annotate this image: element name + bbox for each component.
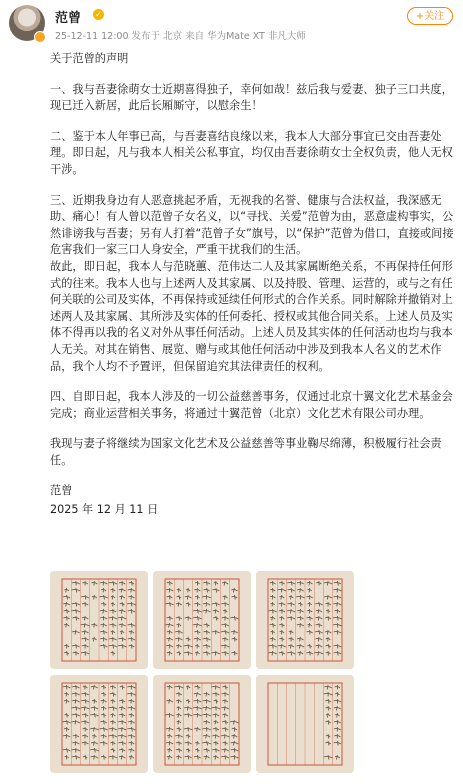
statement-paragraph-1: 一、我与吾妻徐萌女士近期喜得独子，幸何如哉！兹后我与爱妻、独子三口共度，现已迁入新居，此后长厢厮守，以慰余生！ bbox=[50, 82, 453, 113]
author-name[interactable]: 范曾 bbox=[55, 11, 82, 26]
statement-title: 关于范曾的声明 bbox=[50, 52, 129, 65]
handwritten-letter-image bbox=[256, 675, 354, 773]
follow-button[interactable]: +关注 bbox=[407, 7, 453, 25]
post-body bbox=[50, 51, 460, 519]
handwritten-letter-image bbox=[153, 571, 251, 669]
statement-paragraph-5: 四、自即日起，我本人涉及的一切公益慈善事务，仅通过北京十翼文化艺术基金会完成；商业运营相关事务，将通过十翼范曾（北京）文化艺术有限公司办理。 bbox=[50, 390, 453, 420]
gallery-image[interactable] bbox=[153, 571, 251, 669]
gallery-image[interactable] bbox=[153, 675, 251, 773]
handwritten-letter-image bbox=[50, 571, 148, 669]
verified-badge-icon bbox=[34, 31, 46, 43]
post-meta: 25-12-11 12:00 发布于 北京 来自 华为Mate XT 非凡大师 bbox=[55, 31, 306, 42]
handwritten-letter-image bbox=[50, 675, 148, 773]
statement-date: 2025 年 12 月 11 日 bbox=[50, 503, 159, 517]
statement-paragraph-3: 三、近期我身边有人恶意挑起矛盾，无视我的名誉、健康与合法权益，我深感无助、痛心！有人曾以范曾子女名义，以“寻找、关爱”范曾为由，恶意虚构事实，公然诽谤我与吾妻；另有人打着“范曾子女”旗号，以“保护”范曾为借口，直接或间接危害我们一家三口人身安全，严重干扰我们的生活。 bbox=[50, 193, 454, 257]
signature: 范曾 bbox=[50, 484, 73, 498]
handwritten-letter-image bbox=[153, 675, 251, 773]
statement-paragraph-6: 我现与妻子将继续为国家文化艺术及公益慈善等事业鞠尽绵薄，积极履行社会责任。 bbox=[50, 437, 442, 467]
post-header bbox=[0, 0, 463, 50]
gallery-image[interactable] bbox=[256, 571, 354, 669]
gallery-image[interactable] bbox=[256, 675, 354, 773]
statement-paragraph-2: 二、鉴于本人年事已高，与吾妻喜结良缘以来，我本人大部分事宜已交由吾妻处理。即日起，凡与我本人相关公私事宜，均仅由吾妻徐萌女士全权负责，他人无权干涉。 bbox=[50, 129, 453, 176]
handwritten-letter-image bbox=[256, 571, 354, 669]
gallery-image[interactable] bbox=[50, 675, 148, 773]
gold-v-badge-icon: ✓ bbox=[93, 9, 104, 20]
gallery-image[interactable] bbox=[50, 571, 148, 669]
statement-paragraph-4: 故此，即日起，我本人与范晓蕙、范伟达二人及其家属断绝关系，不再保持任何形式的往来。我本人也与上述两人及其家属、以及持股、管理、运营的，或与之有任何关联的公司及实体，不再保持或延续任何形式的合作关系。同时解除并撤销对上述两人及其家属、其所涉及实体的任何委托、授权或其他合同关系。上述人员及实体不得再以我的名义对外从事任何活动。上述人员及其实体的任何活动也均与我本人无关。对其在销售、展览、赠与或其他任何活动中涉及到我本人名义的艺术作品，我个人均不予置评，但保留追究其法律责任的权利。 bbox=[50, 259, 453, 373]
